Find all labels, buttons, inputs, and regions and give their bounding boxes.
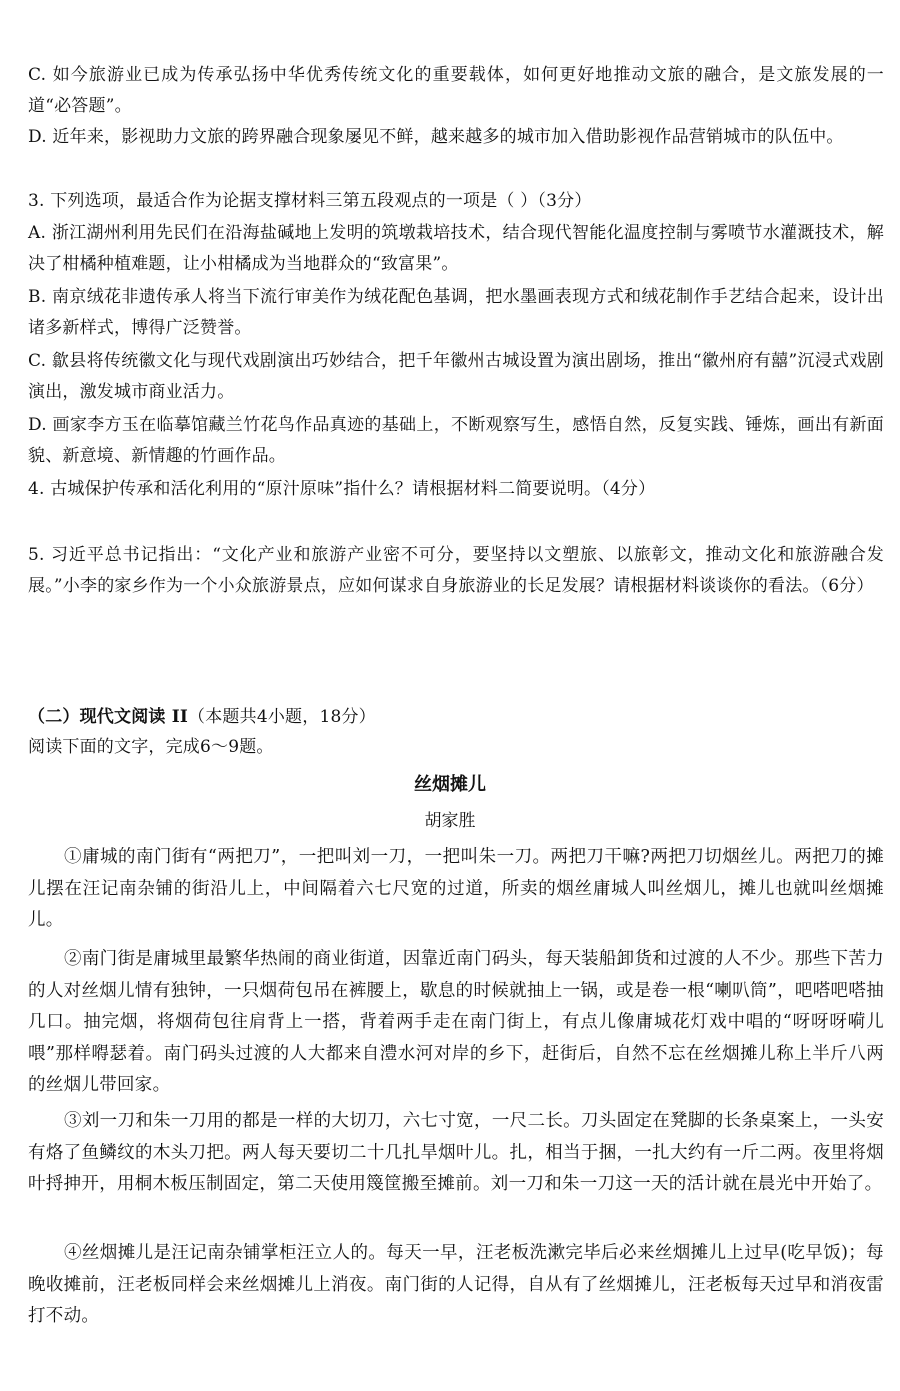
section-heading-note: （本题共4小题，18分） — [188, 707, 376, 727]
story-paragraph-1: ①庸城的南门街有“两把刀”，一把叫刘一刀，一把叫朱一刀。两把刀干嘛?两把刀切烟丝儿。两把刀的摊儿摆在汪记南杂铺的街沿儿上，中间隔着六七尺宽的过道，所卖的烟丝庸城人叫丝烟儿，摊儿也就叫丝烟摊儿。 — [28, 847, 884, 930]
q2-option-c: C. 如今旅游业已成为传承弘扬中华优秀传统文化的重要载体，如何更好地推动文旅的融合，是文旅发展的一道“必答题”。 — [28, 65, 884, 116]
story-title: 丝烟摊儿 — [414, 774, 486, 795]
section-heading — [28, 702, 884, 733]
story-paragraph-4: ④丝烟摊儿是汪记南杂铺掌柜汪立人的。每天一早，汪老板洗漱完毕后必来丝烟摊儿上过早(吃早饭)；每晚收摊前，汪老板同样会来丝烟摊儿上消夜。南门街的人记得，自从有了丝烟摊儿，汪老板每天过早和消夜雷打不动。 — [28, 1243, 884, 1326]
story-paragraph-2: ②南门街是庸城里最繁华热闹的商业街道，因靠近南门码头，每天装船卸货和过渡的人不少。那些下苦力的人对丝烟儿情有独钟，一只烟荷包吊在裤腰上，歇息的时候就抽上一锅，或是卷一根“喇叭筒”，吧嗒吧嗒抽几口。抽完烟，将烟荷包往肩背上一搭，背着两手走在南门街上，有点儿像庸城花灯戏中唱的“呀呀呀嗬儿喂”那样嘚瑟着。南门码头过渡的人大都来自澧水河对岸的乡下，赶街后，自然不忘在丝烟摊儿称上半斤八两的丝烟儿带回家。 — [28, 949, 884, 1095]
story-paragraph-3: ③刘一刀和朱一刀用的都是一样的大切刀，六七寸宽，一尺二长。刀头固定在凳脚的长条桌案上，一头安有烙了鱼鳞纹的木头刀把。两人每天要切二十几扎旱烟叶儿。扎，相当于捆，一扎大约有一斤二两。夜里将烟叶捋抻开，用桐木板压制固定，第二天使用篾筐搬至摊前。刘一刀和朱一刀这一天的活计就在晨光中开始了。 — [28, 1111, 884, 1194]
q3-option-b: B. 南京绒花非遗传承人将当下流行审美作为绒花配色基调，把水墨画表现方式和绒花制作手艺结合起来，设计出诸多新样式，博得广泛赞誉。 — [28, 287, 884, 338]
q3-option-a: A. 浙江湖州利用先民们在沿海盐碱地上发明的筑墩栽培技术，结合现代智能化温度控制与雾喷节水灌溉技术，解决了柑橘种植难题，让小柑橘成为当地群众的“致富果”。 — [28, 223, 884, 274]
section-instruction: 阅读下面的文字，完成6～9题。 — [28, 737, 274, 757]
q3-option-d: D. 画家李方玉在临摹馆藏兰竹花鸟作品真迹的基础上，不断观察写生，感悟自然，反复实践、锤炼，画出有新面貌、新意境、新情趣的竹画作品。 — [28, 415, 884, 466]
q2-option-d: D. 近年来，影视助力文旅的跨界融合现象屡见不鲜，越来越多的城市加入借助影视作品营销城市的队伍中。 — [28, 127, 844, 147]
section-heading-title: （二）现代文阅读 II — [28, 707, 189, 727]
story-author: 胡家胜 — [424, 811, 476, 831]
question-4: 4. 古城保护传承和活化利用的“原汁原味”指什么？请根据材料二简要说明。（4分） — [28, 479, 656, 499]
q3-option-c: C. 歙县将传统徽文化与现代戏剧演出巧妙结合，把千年徽州古城设置为演出剧场，推出“徽州府有囍”沉浸式戏剧演出，激发城市商业活力。 — [28, 351, 884, 402]
question-5: 5. 习近平总书记指出：“文化产业和旅游产业密不可分，要坚持以文塑旅、以旅彰文，推动文化和旅游融合发展。”小李的家乡作为一个小众旅游景点，应如何谋求自身旅游业的长足发展？请根据材料谈谈你的看法。（6分） — [28, 545, 884, 596]
question-3: 3. 下列选项，最适合作为论据支撑材料三第五段观点的一项是（ ）（3分） — [28, 191, 592, 211]
